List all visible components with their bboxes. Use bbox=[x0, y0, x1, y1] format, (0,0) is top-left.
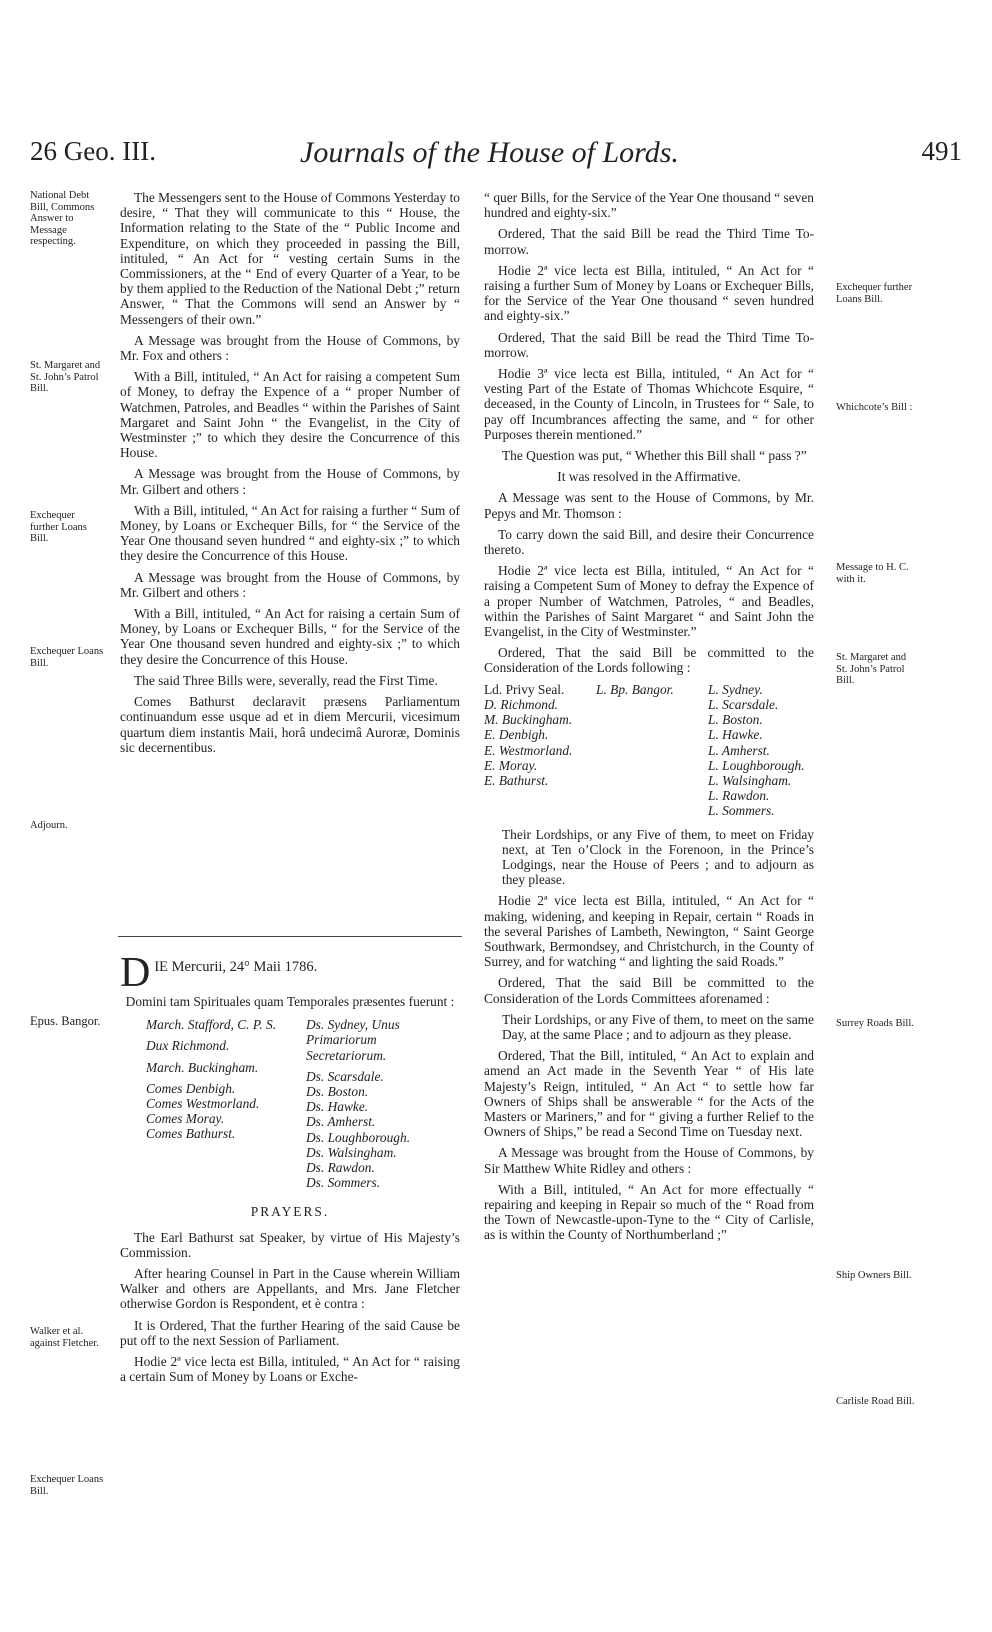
paragraph: Hodie 2ª vice lecta est Billa, intituled, “ An Act for “ raising a Competent Sum of Money to defray the Expence of a proper Number of Watchmen, Patroles, “ and Beadles, within the Parishes of Saint Margaret “ and Saint John the Evangelist, in the City of Westminster.” bbox=[484, 563, 814, 640]
paragraph: The said Three Bills were, severally, read the First Time. bbox=[134, 672, 438, 688]
attendee: Comes Denbigh. bbox=[146, 1080, 236, 1096]
paragraph: The Messengers sent to the House of Commons Yesterday to desire, “ That they will communicate to this “ House, the Information relating to the State of the “ Public Income and Expenditure, on which they proceeded in passing the Bill, intituled, “ An Act for “ vesting certain Sums in the Commissioners, at the “ End of every Quarter of a Year, to be by them applied to the Reduction of the National Debt ;” return Answer, “ That the Commons will send an Answer by “ Messengers of their own.” bbox=[120, 190, 460, 327]
lord: D. Richmond. bbox=[484, 696, 559, 712]
attendance-col-2 bbox=[306, 1017, 456, 1190]
margin-note: Whichcote’s Bill : bbox=[836, 402, 913, 413]
journal-title: Journals of the House of Lords. bbox=[300, 136, 679, 169]
margin-note: Exchequer Loans Bill. bbox=[30, 1474, 104, 1497]
paragraph: It is Ordered, That the further Hearing of the said Cause be put off to the next Session of Parliament. bbox=[120, 1317, 460, 1348]
paragraph: The Earl Bathurst sat Speaker, by virtue of His Majesty’s Commission. bbox=[120, 1229, 460, 1260]
drop-cap: D bbox=[120, 956, 151, 990]
margin-note: Exchequer Loans Bill. bbox=[30, 646, 104, 669]
margin-note: Epus. Bangor. bbox=[30, 1014, 101, 1028]
sitting-date: IE Mercurii, 24° Maii 1786. bbox=[154, 959, 318, 975]
paragraph: The Question was put, “ Whether this Bill shall “ pass ?” bbox=[502, 448, 807, 464]
paragraph: It was resolved in the Affirmative. bbox=[557, 469, 741, 485]
attendee: Comes Moray. bbox=[146, 1111, 225, 1127]
margin-note: National Debt Bill, Commons Answer to Message respecting. bbox=[30, 190, 95, 248]
paragraph: Ordered, That the said Bill be committed to the Consideration of the Lords Committees aforenamed : bbox=[484, 975, 814, 1006]
paragraph: A Message was brought from the House of Commons, by Sir Matthew White Ridley and others : bbox=[484, 1145, 814, 1176]
lord: E. Denbigh. bbox=[484, 727, 549, 743]
lord: L. Hawke. bbox=[708, 727, 763, 743]
paragraph: “ quer Bills, for the Service of the Year One thousand “ seven hundred and eighty-six.” bbox=[484, 190, 814, 221]
paragraph: A Message was brought from the House of Commons, by Mr. Gilbert and others : bbox=[120, 569, 460, 600]
attendance-col-1 bbox=[146, 1017, 296, 1190]
paragraph: With a Bill, intituled, “ An Act for raising a further “ Sum of Money, by Loans or Exchequer Bills, for “ the Service of the Year One thousand seven hundred “ and eighty-six ;” to which they desire the Concurrence of this House. bbox=[120, 502, 460, 564]
margin-note: Exchequer further Loans Bill. bbox=[836, 282, 913, 305]
attendee: Comes Westmorland. bbox=[146, 1096, 260, 1112]
margin-note: Adjourn. bbox=[30, 820, 68, 831]
lord: Ld. Privy Seal. bbox=[484, 681, 565, 697]
committee-col-1 bbox=[484, 682, 590, 819]
lord: L. Sydney. bbox=[708, 681, 763, 697]
attendee: Ds. Sydney, Unus Primariorum Secretariorum. bbox=[306, 1017, 400, 1063]
committee-list bbox=[484, 682, 814, 819]
paragraph: A Message was sent to the House of Commons, by Mr. Pepys and Mr. Thomson : bbox=[484, 490, 814, 521]
right-column bbox=[484, 190, 814, 1249]
margin-note: Exchequer further Loans Bill. bbox=[30, 510, 87, 545]
lord: L. Loughborough. bbox=[708, 757, 805, 773]
lord: E. Bathurst. bbox=[484, 772, 549, 788]
paragraph: A Message was brought from the House of Commons, by Mr. Fox and others : bbox=[120, 332, 460, 364]
paragraph: To carry down the said Bill, and desire their Concurrence thereto. bbox=[484, 526, 814, 558]
committee-col-3 bbox=[708, 682, 814, 819]
margin-note: St. Margaret and St. John’s Patrol Bill. bbox=[30, 360, 101, 395]
running-head-left: 26 Geo. III. bbox=[30, 136, 156, 166]
section-divider bbox=[118, 936, 462, 937]
paragraph: After hearing Counsel in Part in the Cause wherein William Walker and others are Appellants, and Mrs. Jane Fletcher otherwise Gordon is Respondent, et è contra : bbox=[120, 1266, 460, 1312]
paragraph: With a Bill, intituled, “ An Act for raising a certain Sum of Money, by Loans or Exchequer Bills, “ for the Service of the Year One thousand seven hundred and eighty-six ;” to which they desire the Concurrence of this House. bbox=[120, 606, 460, 667]
attendee: Ds. Walsingham. bbox=[306, 1144, 397, 1160]
attendee: Ds. Sommers. bbox=[306, 1175, 381, 1191]
margin-note: Surrey Roads Bill. bbox=[836, 1018, 914, 1029]
committee-col-2 bbox=[596, 682, 702, 819]
left-column bbox=[120, 190, 460, 761]
attendee: Ds. Scarsdale. bbox=[306, 1068, 384, 1084]
attendee: Ds. Amherst. bbox=[306, 1114, 376, 1130]
lord: E. Moray. bbox=[484, 757, 538, 773]
attendee: Comes Bathurst. bbox=[146, 1126, 236, 1142]
paragraph: Hodie 3ª vice lecta est Billa, intituled, “ An Act for “ vesting Part of the Estate of Thomas Whichcote Esquire, “ deceased, in the County of Lincoln, in Trustees for “ Sale, to pay off Incumbrances affecting the same, and “ for other Purposes therein mentioned.” bbox=[484, 366, 814, 442]
page-header bbox=[30, 136, 962, 176]
margin-note: Walker et al. against Fletcher. bbox=[30, 1326, 99, 1349]
attendee: Ds. Hawke. bbox=[306, 1099, 369, 1115]
prayers-heading: PRAYERS. bbox=[250, 1204, 330, 1220]
paragraph: Hodie 2ª vice lecta est Billa, intituled, “ An Act for “ raising a certain Sum of Money by Loans or Exche- bbox=[120, 1354, 460, 1385]
paragraph: Comes Bathurst declaravit præsens Parliamentum continuandum esse usque ad et in diem Mercurii, vicesimum quartum diem instantis Maii, horâ undecimâ Auroræ, Dominis sic decernentibus. bbox=[120, 694, 460, 755]
paragraph: Their Lordships, or any Five of them, to meet on Friday next, at Ten o’Clock in the Forenoon, in the Prince’s Lodgings, near the House of Peers ; and to adjourn as they please. bbox=[502, 826, 814, 888]
lord: L. Scarsdale. bbox=[708, 696, 779, 712]
margin-note: Ship Owners Bill. bbox=[836, 1270, 912, 1281]
paragraph: Hodie 2ª vice lecta est Billa, intituled, “ An Act for “ making, widening, and keeping in Repair, certain “ Roads in the several Parishes of Lambeth, Newington, “ Saint George Southwark, Bermondsey, and Christchurch, in the County of Surrey, and for watching “ and lighting the said Roads.” bbox=[484, 893, 814, 970]
paragraph: Ordered, That the said Bill be committed to the Consideration of the Lords following : bbox=[484, 645, 814, 676]
paragraph: With a Bill, intituled, “ An Act for more effectually “ repairing and keeping in Repair so much of the “ Road from the Town of Newcastle-upon-Tyne to the “ City of Carlisle, as is within the County of Northumberland ;” bbox=[484, 1181, 814, 1243]
paragraph: Ordered, That the Bill, intituled, “ An Act to explain and amend an Act made in the Seventh Year “ of His late Majesty’s Reign, intituled, “ An Act “ to settle how far Owners of Ships shall be answerable “ for the Acts of the Masters or Mariners,” and for “ giving a further Relief to the Owners of Ships,” be read a Second Time on Tuesday next. bbox=[484, 1048, 814, 1140]
lord: L. Walsingham. bbox=[708, 772, 792, 788]
attendee: Ds. Boston. bbox=[306, 1084, 369, 1100]
lord: M. Buckingham. bbox=[484, 712, 573, 728]
present-heading: Domini tam Spirituales quam Temporales præsentes fuerunt : bbox=[125, 994, 455, 1009]
lord: L. Bp. Bangor. bbox=[596, 681, 674, 697]
margin-note: St. Margaret and St. John’s Patrol Bill. bbox=[836, 652, 907, 687]
paragraph: Ordered, That the said Bill be read the Third Time To-morrow. bbox=[484, 329, 814, 360]
margin-note: Carlisle Road Bill. bbox=[836, 1396, 915, 1407]
paragraph: With a Bill, intituled, “ An Act for raising a competent Sum of Money, to defray the Expence of a “ proper Number of Watchmen, Patroles, and Beadles “ within the Parishes of Saint Margaret and Saint John “ the Evangelist, in the City of Westminster ;” to which they desire the Concurrence of this House. bbox=[120, 369, 460, 461]
lord: L. Boston. bbox=[708, 712, 763, 728]
attendee: March. Stafford, C. P. S. bbox=[146, 1017, 277, 1033]
attendee: Dux Richmond. bbox=[146, 1038, 230, 1054]
paragraph: Their Lordships, or any Five of them, to meet on the same Day, at the same Place ; and to adjourn as they please. bbox=[502, 1011, 815, 1042]
sitting-section bbox=[120, 956, 460, 1390]
lord: L. Sommers. bbox=[708, 803, 775, 819]
paragraph: Ordered, That the said Bill be read the Third Time To-morrow. bbox=[484, 226, 814, 257]
lord: L. Amherst. bbox=[708, 742, 770, 758]
attendee: Ds. Rawdon. bbox=[306, 1160, 375, 1176]
paragraph: A Message was brought from the House of Commons, by Mr. Gilbert and others : bbox=[120, 466, 460, 497]
page-number: 491 bbox=[921, 136, 962, 166]
attendee: Ds. Loughborough. bbox=[306, 1129, 411, 1145]
lord: L. Rawdon. bbox=[708, 788, 770, 804]
attendee: March. Buckingham. bbox=[146, 1059, 259, 1075]
paragraph: Hodie 2ª vice lecta est Billa, intituled, “ An Act for “ raising a further Sum of Money by Loans or Exchequer Bills, for the Service of the Year One thousand “ seven hundred and eighty-six.” bbox=[484, 262, 814, 324]
margin-note: Message to H. C. with it. bbox=[836, 562, 909, 585]
attendance-list bbox=[120, 1017, 460, 1190]
lord: E. Westmorland. bbox=[484, 742, 573, 758]
